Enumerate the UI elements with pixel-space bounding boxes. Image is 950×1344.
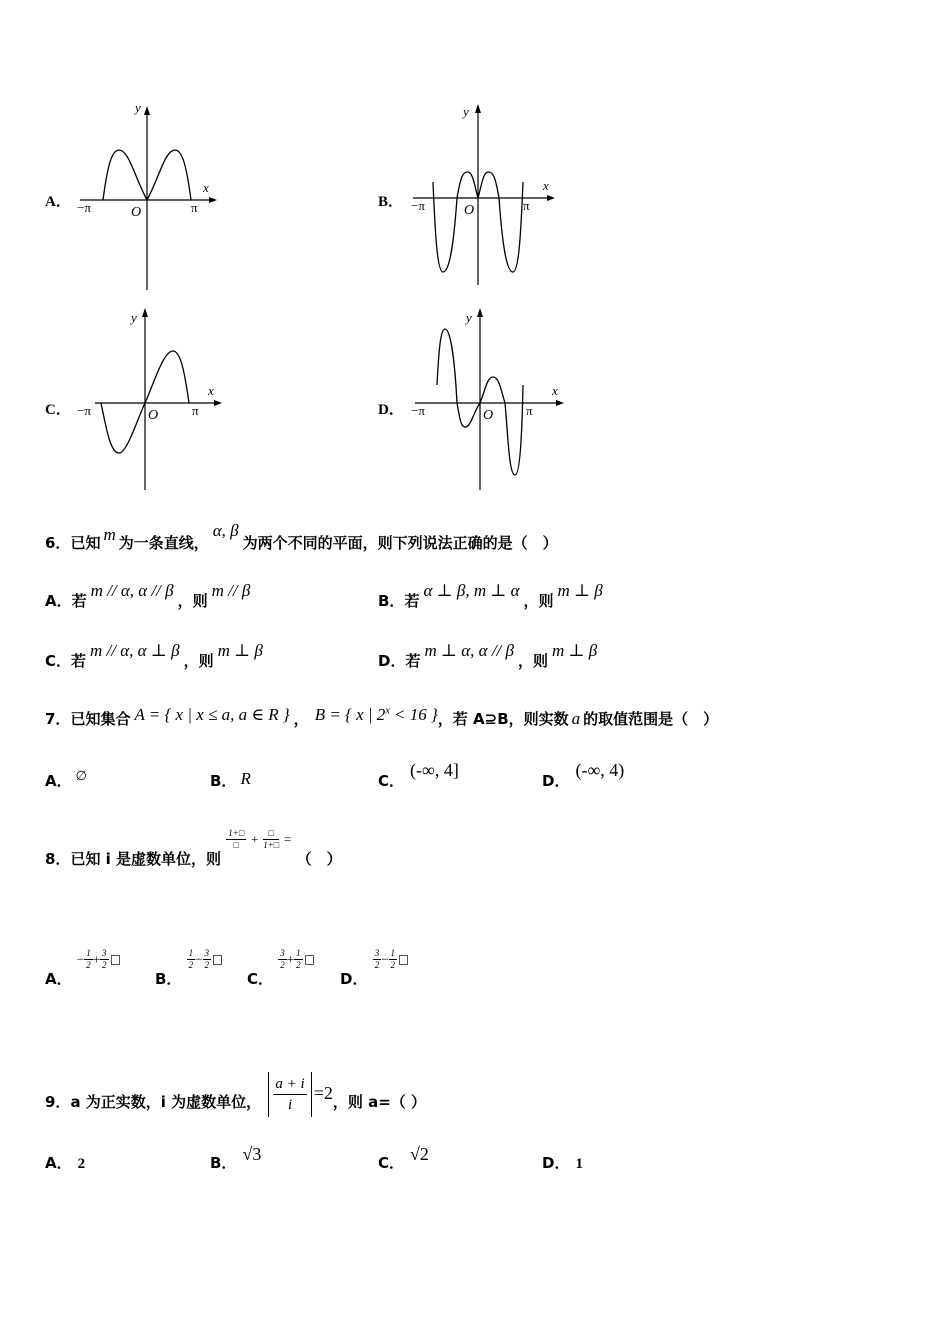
x-axis-arrow [209, 197, 217, 203]
q9-number: 9． [45, 1093, 71, 1111]
pi-label: π [192, 403, 199, 418]
q7-option-c[interactable]: C．(-∞, 4] [378, 760, 459, 790]
q7-number: 7． [45, 710, 71, 728]
graph-b [405, 100, 565, 295]
origin-label: O [464, 203, 475, 218]
q6-option-a[interactable]: A．若m // α, α // β，则m // β [45, 581, 251, 610]
q8-option-c[interactable]: C． $\frac{3}{2}$ + $\frac{1}{2}$ [247, 968, 314, 991]
neg-pi-label: −π [77, 200, 91, 215]
y-label: y [131, 310, 137, 325]
x-label: x [208, 383, 214, 398]
x-axis-arrow [547, 195, 555, 201]
q6-option-c[interactable]: C．若m // α, α ⊥ β，则m ⊥ β [45, 641, 263, 670]
q8-stem: 8．已知 i 是虚数单位，则 $\frac{1+□}{□}$ + $\frac{□}{1+□}$ = （ ） [45, 828, 342, 868]
neg-pi-label: −π [411, 198, 425, 213]
graph-c [75, 305, 230, 495]
q8-option-d[interactable]: D． $\frac{3}{2}$ − $\frac{1}{2}$ [340, 968, 408, 991]
y-axis-arrow [142, 308, 148, 317]
q8-option-a[interactable]: A． − $\frac{1}{2}$ + $\frac{3}{2}$ [45, 968, 120, 991]
q9-abs-expression: $\frac{a + i}{i}$ [268, 1072, 311, 1117]
q6-option-d[interactable]: D．若m ⊥ α, α // β，则m ⊥ β [378, 641, 598, 670]
q8-option-b[interactable]: B． $\frac{1}{2}$ − $\frac{3}{2}$ [155, 968, 222, 991]
graph-b-label[interactable]: B． [378, 194, 404, 210]
neg-pi-label: −π [77, 403, 91, 418]
graph-a-label[interactable]: A． [45, 194, 71, 210]
q7-set-a: A = { x | x ≤ a, a ∈ R } [134, 705, 290, 724]
q7-set-b: B = { x | $2^x < 16$ } [314, 705, 438, 724]
q7-option-d[interactable]: D．(-∞, 4) [542, 760, 625, 790]
q6-option-b[interactable]: B．若α ⊥ β, m ⊥ α，则m ⊥ β [378, 581, 603, 610]
y-axis-arrow [477, 308, 483, 317]
q6-stem: 6．已知 m 为一条直线，α, β为两个不同的平面，则下列说法正确的是（ ） [45, 521, 558, 552]
imaginary-unit-placeholder [305, 955, 314, 965]
q6-number: 6． [45, 534, 71, 552]
q6-planes: α, β [212, 521, 239, 540]
origin-label: O [483, 408, 494, 423]
y-axis-arrow [144, 106, 150, 115]
x-label: x [543, 178, 549, 193]
pi-label: π [523, 198, 530, 213]
origin-label: O [131, 205, 142, 220]
pi-label: π [191, 200, 198, 215]
y-label: y [466, 310, 472, 325]
q8-expression: $\frac{1+□}{□}$ + $\frac{□}{1+□}$ = [228, 828, 292, 850]
origin-label: O [148, 408, 159, 423]
q7-option-a[interactable]: A． ∅ [45, 768, 87, 790]
graph-d [405, 305, 570, 495]
q8-number: 8． [45, 850, 71, 868]
q9-option-a[interactable]: A． 2 [45, 1154, 86, 1172]
q9-option-d[interactable]: D． 1 [542, 1154, 583, 1172]
neg-pi-label: −π [411, 403, 425, 418]
y-axis-arrow [475, 104, 481, 113]
graph-c-label[interactable]: C． [45, 402, 71, 418]
imaginary-unit-placeholder [399, 955, 408, 965]
y-label: y [463, 104, 469, 119]
x-label: x [552, 383, 558, 398]
x-label: x [203, 180, 209, 195]
y-label: y [135, 100, 141, 115]
x-axis-arrow [556, 400, 564, 406]
imaginary-unit-placeholder [111, 955, 120, 965]
q6-m: m [103, 525, 116, 544]
graph-d-label[interactable]: D． [378, 402, 404, 418]
q9-option-b[interactable]: B． √3 [210, 1144, 262, 1172]
pi-label: π [526, 403, 533, 418]
graph-a [75, 100, 225, 295]
q9-option-c[interactable]: C． √2 [378, 1144, 429, 1172]
q9-stem: 9．a 为正实数，i 为虚数单位， $\frac{a + i}{i}$ =2，则 a=（ ） [45, 1080, 426, 1125]
q7-option-b[interactable]: B． R [210, 769, 251, 790]
q7-stem: 7．已知集合 A = { x | x ≤ a, a ∈ R } ， B = { x | $2^x < 16$ }，若 A⊇B，则实数 a 的取值范围是（ ） [45, 705, 719, 728]
imaginary-unit-placeholder [213, 955, 222, 965]
x-axis-arrow [214, 400, 222, 406]
